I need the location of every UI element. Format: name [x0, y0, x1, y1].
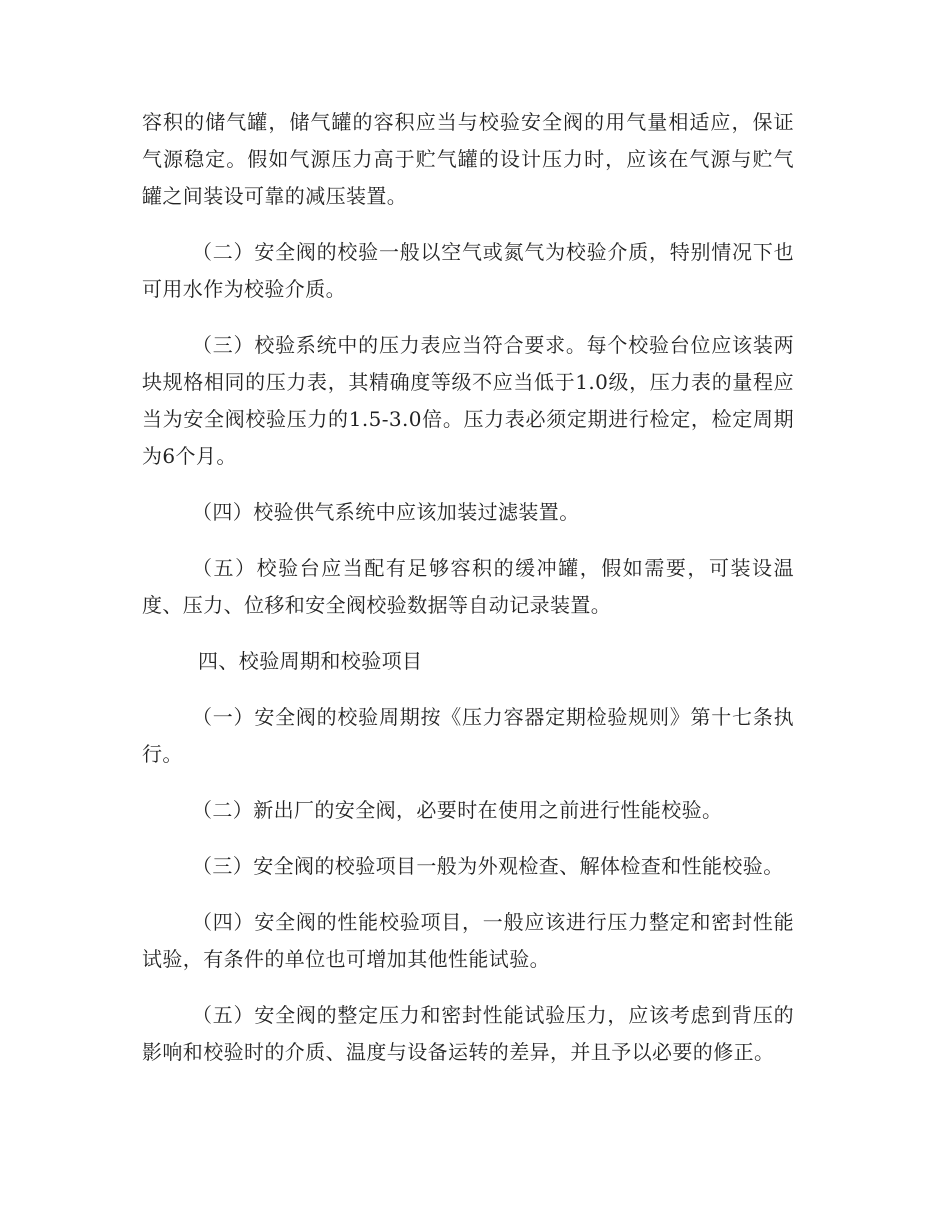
- paragraph-item-3-pressure-gauge: （三）校验系统中的压力表应当符合要求。每个校验台位应该装两块规格相同的压力表，其精确度等级不应当低于1.0级，压力表的量程应当为安全阀校验压力的1.5-3.0倍。压力表必须定期进行检定，检定周期为6个月。: [142, 333, 794, 468]
- paragraph-section4-item-3: （三）安全阀的校验项目一般为外观检查、解体检查和性能校验。: [192, 854, 784, 878]
- paragraph-section4-item-1: （一）安全阀的校验周期按《压力容器定期检验规则》第十七条执行。: [142, 705, 794, 766]
- paragraph-section4-item-4: （四）安全阀的性能校验项目，一般应该进行压力整定和密封性能试验，有条件的单位也可增加其他性能试验。: [142, 910, 794, 971]
- paragraph-item-2-medium: （二）安全阀的校验一般以空气或氮气为校验介质，特别情况下也可用水作为校验介质。: [142, 240, 794, 301]
- document-body: [142, 104, 794, 1090]
- section-heading-4: 四、校验周期和校验项目: [198, 649, 423, 673]
- paragraph-section4-item-5: （五）安全阀的整定压力和密封性能试验压力，应该考虑到背压的影响和校验时的介质、温度与设备运转的差异，并且予以必要的修正。: [142, 1003, 794, 1064]
- paragraph-continuation: 容积的储气罐，储气罐的容积应当与校验安全阀的用气量相适应，保证气源稳定。假如气源压力高于贮气罐的设计压力时，应该在气源与贮气罐之间装设可靠的减压装置。: [142, 110, 794, 208]
- paragraph-section4-item-2: （二）新出厂的安全阀，必要时在使用之前进行性能校验。: [192, 798, 723, 822]
- paragraph-item-4-filter: （四）校验供气系统中应该加装过滤装置。: [192, 500, 580, 524]
- paragraph-item-5-buffer-tank: （五）校验台应当配有足够容积的缓冲罐，假如需要，可装设温度、压力、位移和安全阀校验数据等自动记录装置。: [142, 556, 794, 617]
